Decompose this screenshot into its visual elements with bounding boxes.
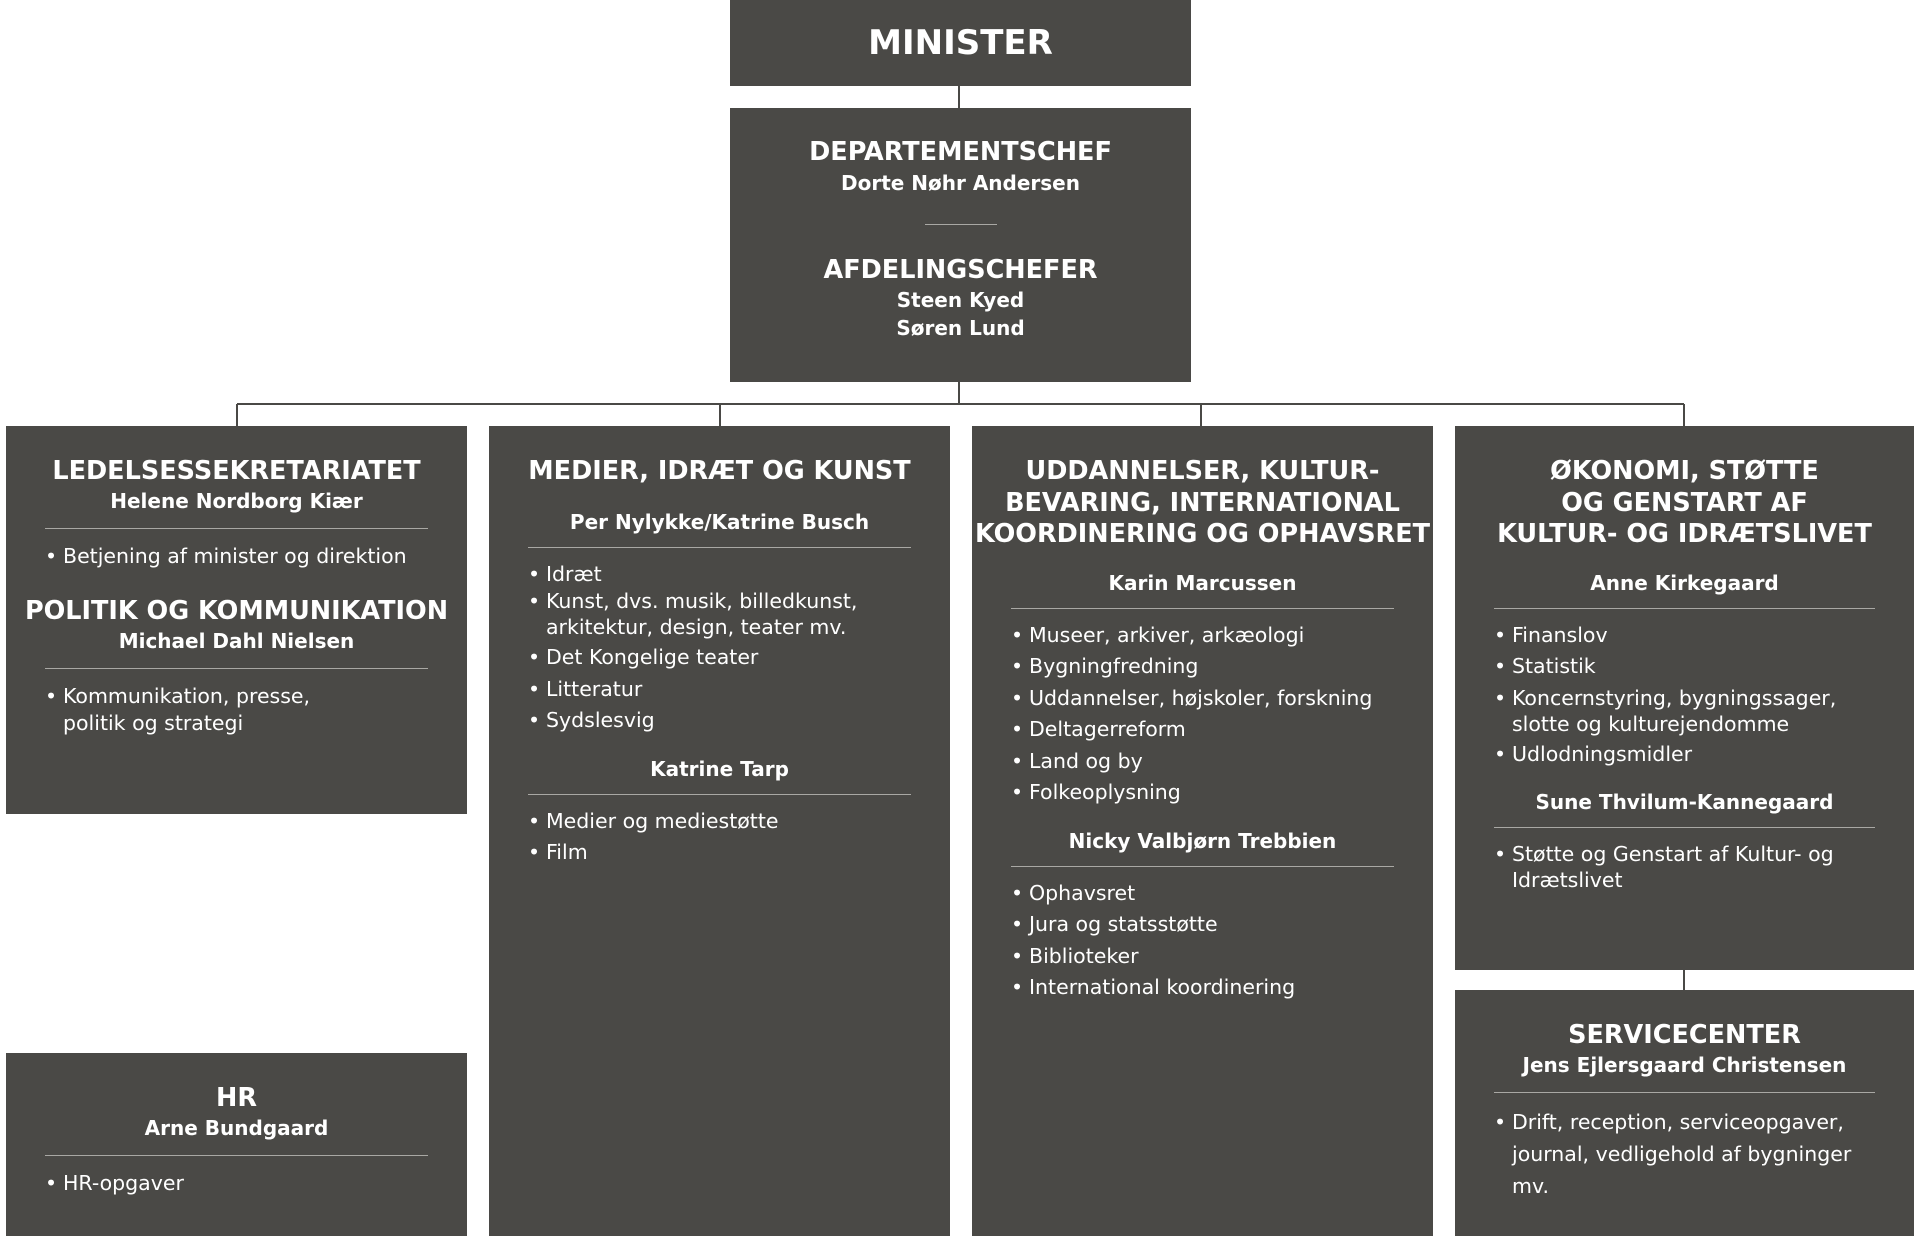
- top-management-box: [730, 108, 1191, 382]
- uddannelser-tasks: [1011, 622, 1394, 807]
- list-item: • Deltagerreform: [1011, 716, 1394, 744]
- list-item: • Film: [528, 839, 911, 867]
- ledelsessekretariatet-box: [6, 426, 467, 814]
- list-item: • Folkeoplysning: [1011, 779, 1394, 807]
- hr-tasks: [45, 1170, 428, 1198]
- ledelsessekretariatet-title: LEDELSESSEKRETARIATET: [52, 456, 421, 486]
- hr-head: Arne Bundgaard: [144, 1115, 329, 1140]
- uddannelser-head: Karin Marcussen: [1108, 570, 1297, 595]
- servicecenter-box: [1455, 990, 1914, 1236]
- list-item: • Kommunikation, presse,: [45, 683, 428, 711]
- medier-title: MEDIER, IDRÆT OG KUNST: [528, 456, 911, 486]
- minister-title: MINISTER: [868, 23, 1053, 63]
- divider: [528, 794, 911, 795]
- medier-box: [489, 426, 950, 1236]
- afdelingschef-name: Steen Kyed: [896, 288, 1025, 312]
- divider: [45, 668, 428, 669]
- departementschef-title: DEPARTEMENTSCHEF: [809, 137, 1112, 167]
- list-item: • Biblioteker: [1011, 943, 1394, 971]
- list-item: • Drift, reception, serviceopgaver,: [1494, 1106, 1875, 1138]
- ledelsessekretariatet-tasks: [45, 543, 428, 571]
- okonomi-head: Anne Kirkegaard: [1590, 570, 1779, 595]
- okonomi-title-line: ØKONOMI, STØTTE: [1550, 456, 1819, 486]
- list-item: • Jura og statsstøtte: [1011, 911, 1394, 939]
- list-item: • Kunst, dvs. musik, billedkunst,: [528, 588, 911, 614]
- servicecenter-title: SERVICECENTER: [1568, 1020, 1801, 1050]
- list-item: • Medier og mediestøtte: [528, 808, 911, 836]
- list-item: • Litteratur: [528, 676, 911, 704]
- divider: [1494, 827, 1875, 828]
- list-item: • HR-opgaver: [45, 1170, 428, 1198]
- list-item: • Uddannelser, højskoler, forskning: [1011, 685, 1394, 713]
- uddannelser-box: [972, 426, 1433, 1236]
- uddannelser-tasks-2: [1011, 880, 1394, 1002]
- list-item: • Statistik: [1494, 653, 1875, 681]
- divider: [528, 547, 911, 548]
- list-item: • Museer, arkiver, arkæologi: [1011, 622, 1394, 650]
- list-item: • Sydslesvig: [528, 707, 911, 735]
- list-item-continued: arkitektur, design, teater mv.: [546, 615, 847, 639]
- okonomi-tasks-2: [1494, 841, 1875, 893]
- list-item: • Ophavsret: [1011, 880, 1394, 908]
- list-item: • Støtte og Genstart af Kultur- og: [1494, 841, 1875, 867]
- uddannelser-title-line: UDDANNELSER, KULTUR-: [1025, 456, 1380, 486]
- list-item-continued: journal, vedligehold af bygninger: [1512, 1141, 1852, 1166]
- divider: [1494, 1092, 1875, 1093]
- divider: [925, 224, 997, 225]
- medier-head-2: Katrine Tarp: [650, 756, 789, 781]
- list-item: • Koncernstyring, bygningssager,: [1494, 685, 1875, 711]
- medier-tasks: [528, 561, 911, 735]
- ledelsessekretariatet-head: Helene Nordborg Kiær: [110, 488, 363, 513]
- list-item-continued: slotte og kulturejendomme: [1512, 711, 1790, 736]
- list-item: • Finanslov: [1494, 622, 1875, 650]
- divider: [1494, 608, 1875, 609]
- list-item: • Udlodningsmidler: [1494, 741, 1875, 769]
- medier-tasks-2: [528, 808, 911, 867]
- politik-kommunikation-head: Michael Dahl Nielsen: [118, 628, 355, 653]
- divider: [1011, 608, 1394, 609]
- list-item: • Idræt: [528, 561, 911, 589]
- servicecenter-tasks: [1494, 1106, 1875, 1202]
- uddannelser-head-2: Nicky Valbjørn Trebbien: [1068, 828, 1337, 853]
- hr-title: HR: [216, 1083, 257, 1113]
- uddannelser-title-line: KOORDINERING OG OPHAVSRET: [974, 519, 1431, 549]
- okonomi-tasks: [1494, 622, 1875, 769]
- medier-head: Per Nylykke/Katrine Busch: [569, 509, 870, 534]
- minister-box: [730, 0, 1191, 86]
- politik-kommunikation-tasks: [45, 683, 428, 738]
- list-item-continued: Idrætslivet: [1512, 868, 1623, 892]
- divider: [1011, 866, 1394, 867]
- politik-kommunikation-title: POLITIK OG KOMMUNIKATION: [24, 596, 449, 626]
- uddannelser-title-line: BEVARING, INTERNATIONAL: [1005, 487, 1400, 518]
- divider: [45, 528, 428, 529]
- okonomi-head-2: Sune Thvilum-Kannegaard: [1535, 790, 1834, 814]
- list-item-continued: politik og strategi: [63, 711, 244, 735]
- afdelingschefer-title: AFDELINGSCHEFER: [823, 254, 1098, 285]
- okonomi-title-line: KULTUR- OG IDRÆTSLIVET: [1497, 519, 1872, 549]
- list-item: • International koordinering: [1011, 974, 1394, 1002]
- list-item: • Land og by: [1011, 748, 1394, 776]
- list-item: • Bygningfredning: [1011, 653, 1394, 681]
- afdelingschef-name: Søren Lund: [896, 316, 1025, 340]
- divider: [45, 1155, 428, 1156]
- hr-box: [6, 1053, 467, 1236]
- okonomi-title-line: OG GENSTART AF: [1561, 487, 1808, 518]
- list-item-continued: mv.: [1512, 1173, 1550, 1198]
- servicecenter-head: Jens Ejlersgaard Christensen: [1522, 1052, 1847, 1077]
- okonomi-box: [1455, 426, 1914, 970]
- list-item: • Det Kongelige teater: [528, 644, 911, 672]
- list-item: • Betjening af minister og direktion: [45, 543, 428, 571]
- departementschef-name: Dorte Nøhr Andersen: [840, 170, 1080, 195]
